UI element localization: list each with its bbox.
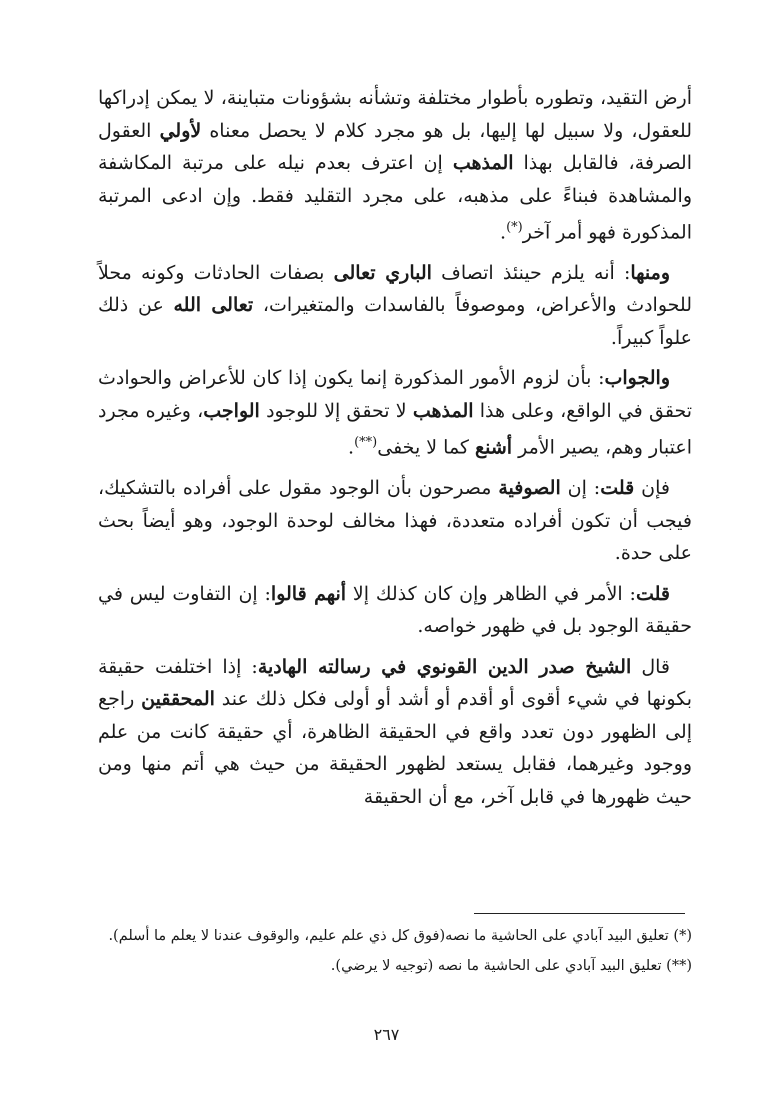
text-run: : إذا اختلفت حقيقة بكونها في شيء أقوى أو أقدم أو أشد أو أولى فكل ذلك عند bbox=[98, 655, 692, 711]
paragraph bbox=[98, 651, 692, 814]
footnote-marker: (*) bbox=[506, 220, 523, 235]
bold-term: تعالى الله bbox=[173, 294, 254, 317]
bold-term: الشيخ صدر الدين القونوي في رسالته الهادية bbox=[257, 655, 632, 678]
footnotes bbox=[98, 924, 692, 984]
text-run: العقول الصرفة، فالقابل بهذا bbox=[98, 119, 692, 174]
text-run: أرض التقيد، وتطوره بأطوار مختلفة وتشأنه بشؤونات متباينة، لا يمكن إدراكها للعقول، ولا سبيل لها إليها، بل هو مجرد كلام لا يحصل معناه bbox=[98, 87, 692, 142]
bold-term: الباري تعالى bbox=[333, 261, 432, 284]
text-run: كما لا يخفى bbox=[377, 436, 476, 459]
text-run: ، وغيره مجرد اعتبار وهم، يصير الأمر bbox=[98, 399, 692, 459]
page-number: ٢٦٧ bbox=[373, 1025, 400, 1044]
bold-term: المحققين bbox=[141, 688, 215, 711]
paragraph bbox=[98, 578, 692, 643]
text-run: مصرحون بأن الوجود مقول على أفراده بالتشكيك، فيجب أن تكون أفراده متعددة، فهذا مخالف لوحدة الوجود، وهو أيضاً بحث على حدة. bbox=[98, 477, 692, 565]
footnote-1: (*) تعليق البيد آبادي على الحاشية ما نصه(فوق كل ذي علم عليم، والوقوف عندنا لا يعلم ما أسلم). bbox=[108, 928, 692, 944]
text-run: فإن bbox=[634, 477, 670, 500]
text-run: عن ذلك علواً كبيراً. bbox=[98, 294, 692, 349]
text-run: : بأن لزوم الأمور المذكورة إنما يكون إذا كان للأعراض والحوادث تحقق في الواقع، وعلى هذا bbox=[98, 367, 692, 422]
main-text bbox=[98, 82, 692, 813]
text-run: : الأمر في الظاهر وإن كان كذلك إلا bbox=[346, 582, 636, 605]
text-run: قال bbox=[631, 655, 671, 678]
bold-term: المذهب bbox=[452, 152, 514, 174]
paragraph bbox=[98, 362, 692, 464]
text-run: . bbox=[500, 221, 507, 244]
footnote-divider bbox=[474, 913, 685, 914]
footnote-marker: (**) bbox=[354, 435, 378, 451]
text-run: إن اعترف بعدم نيله على مرتبة المكاشفة والمشاهدة فبناءً على مذهبه، على مجرد التقليد فقط. وإن ادعى المرتبة المذكورة فهو أمر آخر bbox=[98, 152, 692, 244]
text-run: : إن bbox=[560, 477, 601, 500]
bold-term: والجواب bbox=[604, 367, 670, 390]
text-run: : إن التفاوت ليس في حقيقة الوجود بل في ظهور خواصه. bbox=[98, 582, 692, 638]
bold-term: لأولي bbox=[159, 119, 202, 142]
text-run: بصفات الحادثات وكونه محلاً للحوادث والأعراض، وموصوفاً بالفاسدات والمتغيرات، bbox=[98, 261, 692, 317]
bold-term: الواجب bbox=[203, 399, 260, 422]
paragraph bbox=[98, 82, 692, 249]
text-run: راجع إلى الظهور دون تعدد واقع في الحقيقة الظاهرة، أي حقيقة كانت من علم ووجود وغيرهما، فقابل يستعد لظهور الحقيقة من حيث هي أتم منها ومن حيث ظهورها في قابل آخر، مع أن الحقيقة bbox=[98, 688, 692, 808]
paragraph bbox=[98, 257, 692, 355]
text-run: لا تحقق إلا للوجود bbox=[259, 399, 413, 422]
text-run: . bbox=[348, 436, 355, 459]
bold-term: الصوفية bbox=[498, 477, 561, 500]
footnote-2: (**) تعليق البيد آبادي على الحاشية ما نصه (توجيه لا يرضي). bbox=[330, 958, 692, 974]
bold-term: قلت bbox=[600, 477, 635, 500]
bold-term: قلت bbox=[635, 582, 670, 605]
bold-term: المذهب bbox=[412, 399, 474, 422]
bold-term: أشنع bbox=[475, 436, 513, 459]
text-run: : أنه يلزم حينئذ اتصاف bbox=[431, 261, 631, 284]
bold-term: أنهم قالوا bbox=[270, 582, 347, 605]
paragraph bbox=[98, 472, 692, 570]
bold-term: ومنها bbox=[630, 261, 670, 284]
